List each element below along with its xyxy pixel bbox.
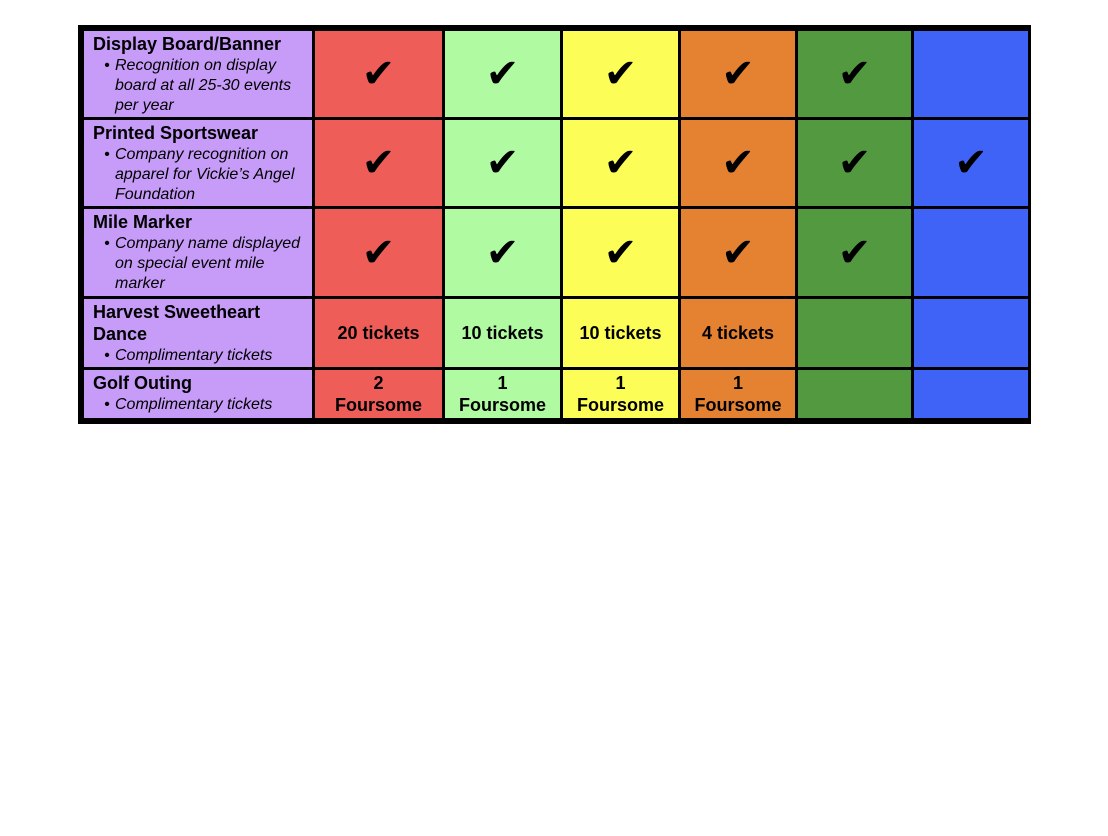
benefit-title: Golf Outing <box>93 372 192 393</box>
benefit-description <box>93 56 306 116</box>
tier-cell <box>444 368 562 419</box>
tier-cell <box>797 297 913 368</box>
check-icon: ✔ <box>954 140 988 187</box>
tier-cell <box>913 297 1030 368</box>
benefit-description-text: Company recognition on apparel for Vickie’s Angel Foundation <box>115 146 295 204</box>
benefit-cell <box>83 368 314 419</box>
tier-cell <box>797 30 913 119</box>
tier-value <box>681 372 795 416</box>
table-row <box>83 368 1030 419</box>
tier-cell <box>444 119 562 208</box>
check-icon: ✔ <box>361 140 396 187</box>
table-row <box>83 119 1030 208</box>
tier-value: 20 tickets <box>337 322 420 343</box>
benefit-description-text: Complimentary tickets <box>115 395 273 413</box>
check-icon: ✔ <box>485 140 520 187</box>
benefit-description <box>93 395 306 415</box>
table-row <box>83 208 1030 297</box>
table-row <box>83 297 1030 368</box>
tier-cell <box>444 208 562 297</box>
tier-cell <box>797 119 913 208</box>
benefit-title: Harvest Sweetheart Dance <box>93 301 261 344</box>
tier-cell <box>680 208 797 297</box>
tier-cell <box>314 208 444 297</box>
benefit-cell <box>83 119 314 208</box>
tier-cell <box>314 30 444 119</box>
tier-cell <box>913 30 1030 119</box>
tier-value-unit: Foursome <box>334 394 422 415</box>
tier-cell <box>913 368 1030 419</box>
bullet-icon: • <box>104 346 110 364</box>
benefit-description <box>93 234 306 294</box>
tier-cell <box>680 30 797 119</box>
check-icon: ✔ <box>361 51 396 98</box>
tier-cell <box>562 368 680 419</box>
tier-cell <box>314 297 444 368</box>
check-icon: ✔ <box>837 140 872 187</box>
tier-cell <box>680 297 797 368</box>
sponsorship-benefits-table <box>78 25 1031 424</box>
tier-cell <box>314 368 444 419</box>
check-icon: ✔ <box>485 51 520 98</box>
tier-value <box>445 372 560 416</box>
tier-cell <box>444 297 562 368</box>
tier-cell <box>913 208 1030 297</box>
tier-cell <box>314 119 444 208</box>
benefit-description <box>93 346 306 366</box>
bullet-icon: • <box>104 57 110 74</box>
tier-value-unit: Foursome <box>576 394 664 415</box>
benefits-table <box>81 28 1031 421</box>
check-icon: ✔ <box>603 229 638 276</box>
tier-value-count: 2 <box>373 372 384 393</box>
tier-value-count: 1 <box>497 372 508 393</box>
benefit-title: Display Board/Banner <box>93 34 282 54</box>
tier-value <box>315 372 442 416</box>
bullet-icon: • <box>104 235 110 253</box>
check-icon: ✔ <box>837 51 872 98</box>
tier-value: 10 tickets <box>461 322 544 343</box>
tier-value-unit: Foursome <box>694 394 782 415</box>
tier-cell <box>562 30 680 119</box>
check-icon: ✔ <box>603 51 638 98</box>
table-body <box>83 30 1030 420</box>
benefit-description-text: Complimentary tickets <box>115 346 273 364</box>
tier-value: 10 tickets <box>579 322 662 343</box>
benefit-cell <box>83 30 314 119</box>
check-icon: ✔ <box>485 229 520 276</box>
benefit-title: Printed Sportswear <box>93 123 259 144</box>
check-icon: ✔ <box>721 140 755 187</box>
check-icon: ✔ <box>721 51 755 98</box>
tier-cell <box>680 368 797 419</box>
benefit-description-text: Company name displayed on special event mile marker <box>115 235 300 293</box>
benefit-description-text: Recognition on display board at all 25-30 events per year <box>115 57 292 114</box>
benefit-cell <box>83 297 314 368</box>
tier-cell <box>913 119 1030 208</box>
tier-cell <box>797 208 913 297</box>
tier-value-count: 1 <box>732 372 743 393</box>
check-icon: ✔ <box>837 229 872 276</box>
benefit-title: Mile Marker <box>93 212 193 233</box>
tier-cell <box>562 208 680 297</box>
tier-value-unit: Foursome <box>458 394 546 415</box>
bullet-icon: • <box>104 146 110 164</box>
tier-value <box>563 372 678 416</box>
tier-value-count: 1 <box>615 372 626 393</box>
tier-cell <box>680 119 797 208</box>
benefit-description <box>93 145 306 205</box>
tier-cell <box>562 297 680 368</box>
benefit-cell <box>83 208 314 297</box>
bullet-icon: • <box>104 395 110 413</box>
check-icon: ✔ <box>603 140 638 187</box>
tier-value: 4 tickets <box>701 322 775 343</box>
tier-cell <box>797 368 913 419</box>
tier-cell <box>562 119 680 208</box>
tier-cell <box>444 30 562 119</box>
check-icon: ✔ <box>361 229 396 276</box>
table-row <box>83 30 1030 119</box>
check-icon: ✔ <box>721 229 755 276</box>
